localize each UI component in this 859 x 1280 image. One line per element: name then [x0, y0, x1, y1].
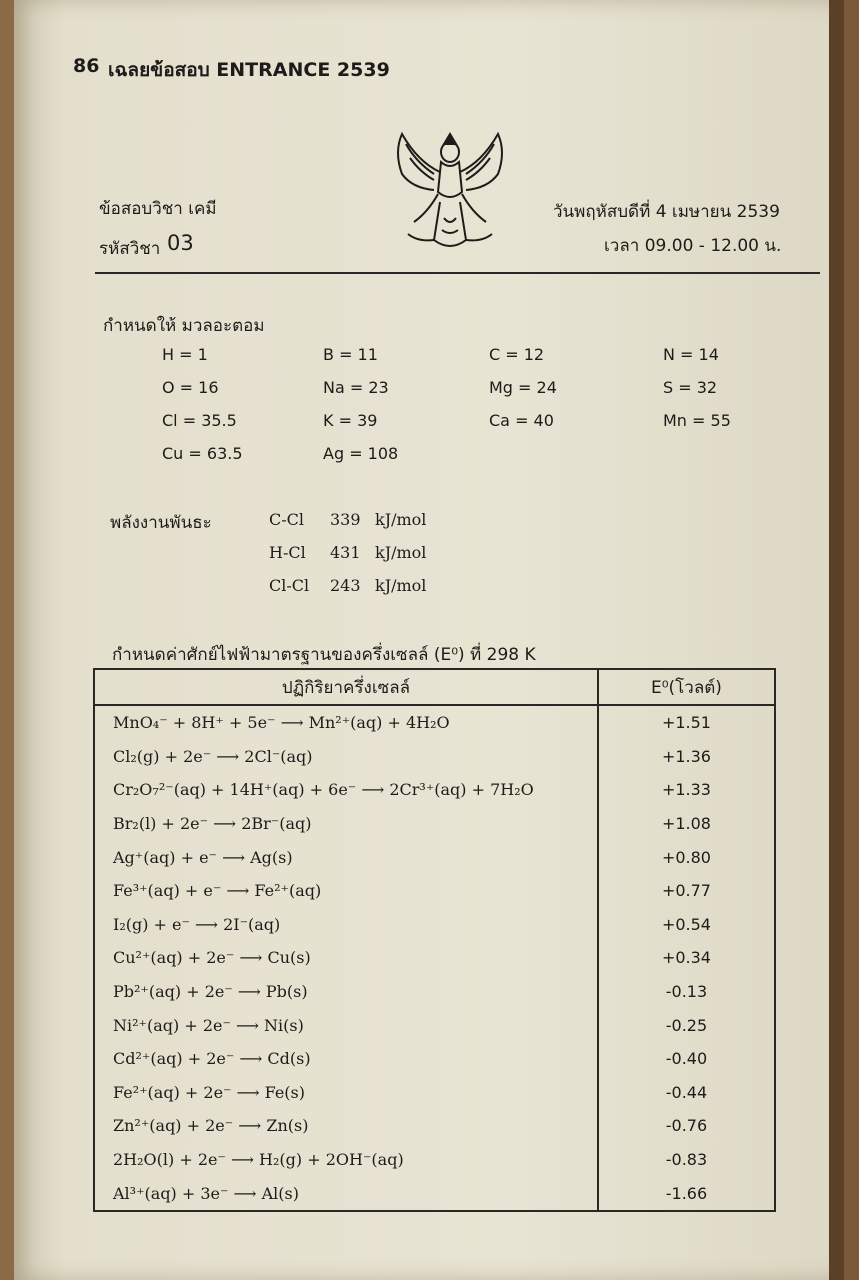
table-row: [94, 705, 775, 740]
bond-value: 431: [330, 543, 361, 562]
bond-value: 243: [330, 576, 361, 595]
table-caption: กำหนดค่าศักย์ไฟฟ้ามาตรฐานของครึ่งเซลล์ (E⁰) ที่ 298 K: [112, 645, 536, 665]
potential-cell: +1.33: [598, 773, 775, 807]
table-row: [94, 908, 775, 942]
table-row: [94, 1042, 775, 1076]
reaction-cell: 2H₂O(l) + 2e⁻ ⟶ H₂(g) + 2OH⁻(aq): [113, 1150, 404, 1170]
divider-rule: [95, 272, 820, 274]
reaction-cell: Fe³⁺(aq) + e⁻ ⟶ Fe²⁺(aq): [113, 881, 322, 901]
potential-cell: +1.08: [598, 807, 775, 841]
table-row: [94, 941, 775, 975]
table-row: [94, 1176, 775, 1211]
reaction-cell: Fe²⁺(aq) + 2e⁻ ⟶ Fe(s): [113, 1082, 305, 1102]
potential-cell: +0.77: [598, 874, 775, 908]
table-row: [94, 1109, 775, 1143]
reaction-cell: Cu²⁺(aq) + 2e⁻ ⟶ Cu(s): [113, 948, 311, 968]
potential-cell: +1.36: [598, 740, 775, 774]
atomic-mass-item: Mg = 24: [489, 378, 557, 397]
atomic-mass-item: K = 39: [323, 411, 378, 430]
atomic-mass-item: N = 14: [663, 345, 719, 364]
potential-column-header: E⁰(โวลต์): [598, 669, 775, 705]
table-row: [94, 975, 775, 1009]
table-header-row: [94, 669, 775, 705]
reaction-cell: I₂(g) + e⁻ ⟶ 2I⁻(aq): [113, 914, 281, 934]
potential-cell: +0.34: [598, 941, 775, 975]
bond-name: Cl-Cl: [269, 576, 310, 595]
standard-potential-table: [93, 668, 776, 1212]
atomic-mass-item: S = 32: [663, 378, 718, 397]
reaction-cell: Al³⁺(aq) + 3e⁻ ⟶ Al(s): [113, 1183, 299, 1203]
exam-subject: ข้อสอบวิชา เคมี: [99, 199, 217, 219]
page-number: 86: [73, 55, 100, 77]
table-row: [94, 773, 775, 807]
table-row: [94, 840, 775, 874]
bond-name: C-Cl: [269, 510, 305, 529]
bond-unit: kJ/mol: [375, 510, 427, 529]
garuda-emblem-icon: [388, 122, 512, 260]
table-row: [94, 740, 775, 774]
table-row: [94, 1076, 775, 1110]
potential-cell: -0.83: [598, 1143, 775, 1177]
atomic-mass-item: O = 16: [162, 378, 219, 397]
atomic-mass-item: Cl = 35.5: [162, 411, 237, 430]
book-spine: [0, 0, 14, 1280]
atomic-mass-item: Ca = 40: [489, 411, 554, 430]
reaction-cell: Cd²⁺(aq) + 2e⁻ ⟶ Cd(s): [113, 1049, 311, 1069]
bond-unit: kJ/mol: [375, 543, 427, 562]
exam-code: 03: [167, 231, 194, 255]
bond-unit: kJ/mol: [375, 576, 427, 595]
exam-time: เวลา 09.00 - 12.00 น.: [604, 236, 782, 256]
bond-name: H-Cl: [269, 543, 306, 562]
page-edge: [829, 0, 844, 1280]
atomic-mass-item: Na = 23: [323, 378, 389, 397]
table-row: [94, 1143, 775, 1177]
atomic-mass-item: Cu = 63.5: [162, 444, 243, 463]
table-row: [94, 874, 775, 908]
book-title: เฉลยข้อสอบ ENTRANCE 2539: [108, 59, 390, 81]
bond-energy-label: พลังงานพันธะ: [110, 513, 212, 533]
reaction-cell: Zn²⁺(aq) + 2e⁻ ⟶ Zn(s): [113, 1116, 309, 1136]
potential-cell: -1.66: [598, 1176, 775, 1211]
atomic-mass-item: C = 12: [489, 345, 545, 364]
reaction-cell: Ag⁺(aq) + e⁻ ⟶ Ag(s): [113, 847, 293, 867]
potential-cell: +0.80: [598, 840, 775, 874]
potential-cell: -0.25: [598, 1008, 775, 1042]
exam-date: วันพฤหัสบดีที่ 4 เมษายน 2539: [553, 202, 780, 222]
reaction-cell: Cr₂O₇²⁻(aq) + 14H⁺(aq) + 6e⁻ ⟶ 2Cr³⁺(aq) + 7H₂O: [113, 780, 534, 800]
reaction-cell: Ni²⁺(aq) + 2e⁻ ⟶ Ni(s): [113, 1015, 304, 1035]
potential-cell: -0.40: [598, 1042, 775, 1076]
potential-cell: -0.76: [598, 1109, 775, 1143]
potential-cell: -0.13: [598, 975, 775, 1009]
table-row: [94, 807, 775, 841]
bond-value: 339: [330, 510, 361, 529]
potential-cell: +1.51: [598, 705, 775, 740]
atomic-mass-item: Mn = 55: [663, 411, 731, 430]
atomic-mass-heading: กำหนดให้ มวลอะตอม: [103, 316, 265, 336]
reaction-cell: Cl₂(g) + 2e⁻ ⟶ 2Cl⁻(aq): [113, 746, 313, 766]
reaction-cell: Pb²⁺(aq) + 2e⁻ ⟶ Pb(s): [113, 982, 308, 1002]
potential-cell: -0.44: [598, 1076, 775, 1110]
atomic-mass-item: B = 11: [323, 345, 378, 364]
exam-code-label: รหัสวิชา: [99, 239, 161, 259]
potential-cell: +0.54: [598, 908, 775, 942]
reaction-column-header: ปฏิกิริยาครึ่งเซลล์: [94, 669, 598, 705]
table-row: [94, 1008, 775, 1042]
atomic-mass-item: H = 1: [162, 345, 208, 364]
reaction-cell: MnO₄⁻ + 8H⁺ + 5e⁻ ⟶ Mn²⁺(aq) + 4H₂O: [113, 713, 450, 733]
atomic-mass-item: Ag = 108: [323, 444, 399, 463]
reaction-cell: Br₂(l) + 2e⁻ ⟶ 2Br⁻(aq): [113, 814, 312, 834]
